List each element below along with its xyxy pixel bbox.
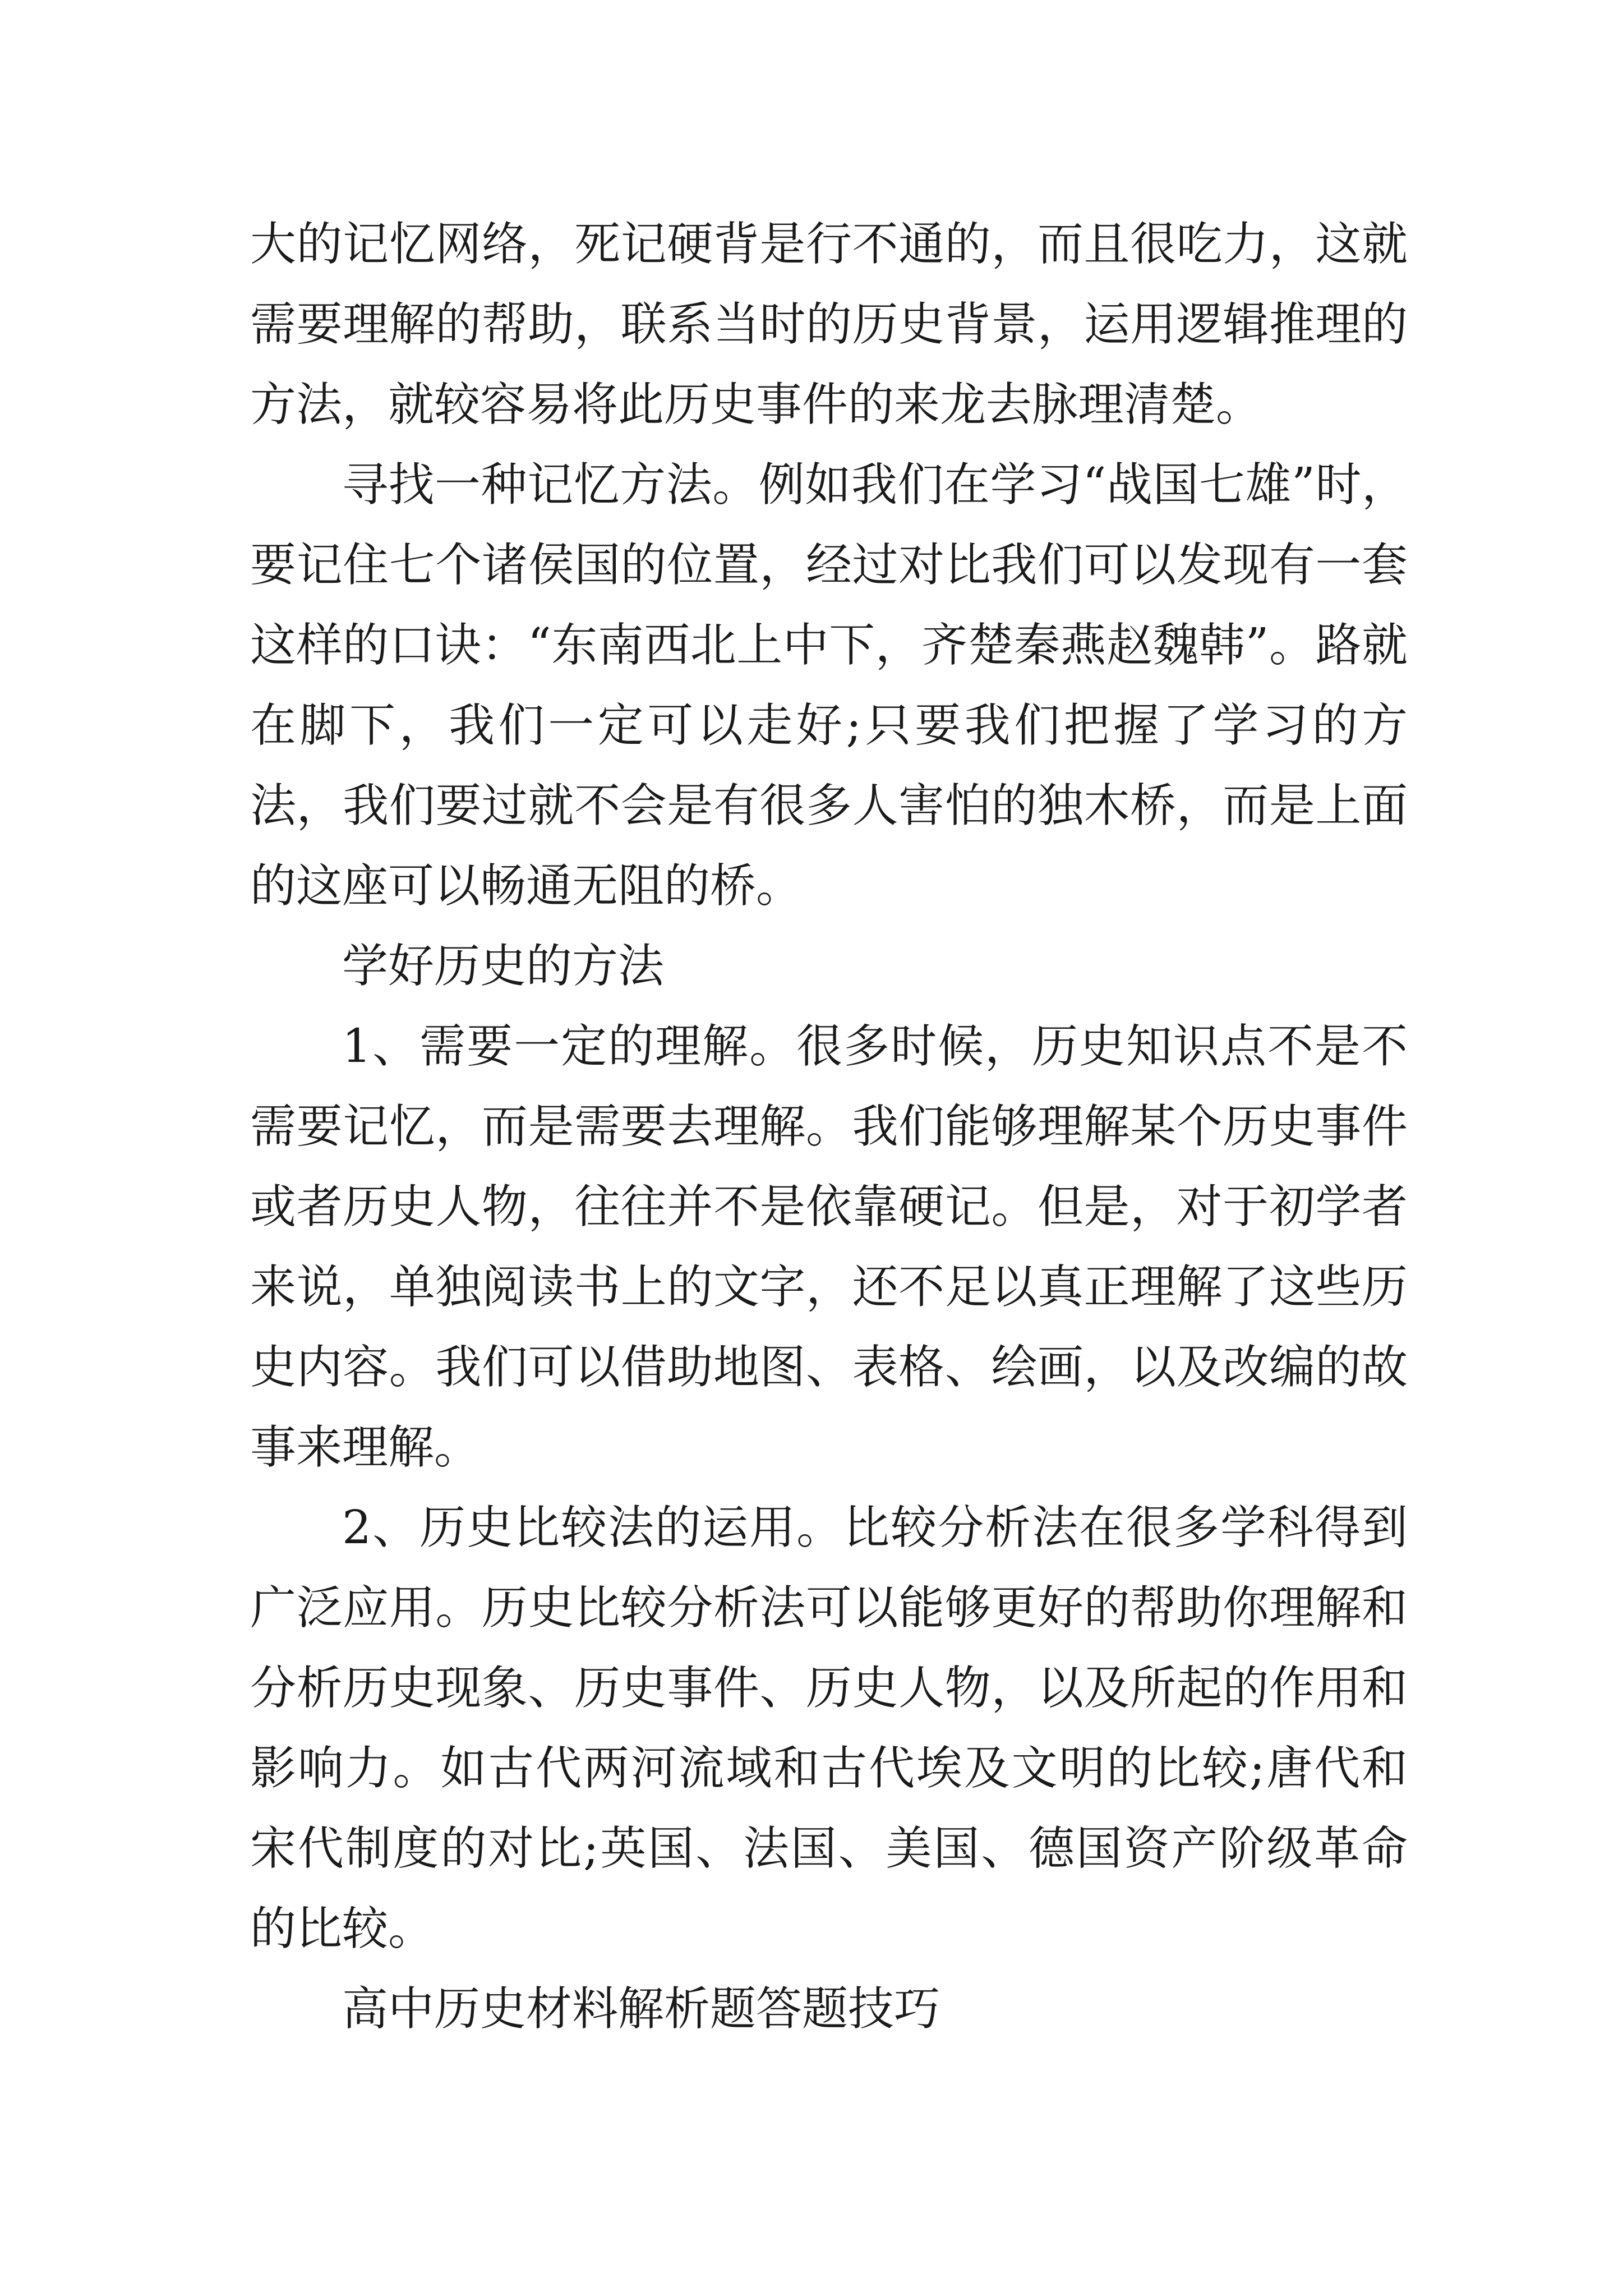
paragraph-memory-network: 大的记忆网络，死记硬背是行不通的，而且很吃力，这就需要理解的帮助，联系当时的历史背景，运用逻辑推理的方法，就较容易将此历史事件的来龙去脉理清楚。 xyxy=(250,218,1408,431)
paragraph-understanding: 1、需要一定的理解。很多时候，历史知识点不是不需要记忆，而是需要去理解。我们能够理解某个历史事件或者历史人物，往往并不是依靠硬记。但是，对于初学者来说，单独阅读书上的文字，还不足以真正理解了这些历史内容。我们可以借助地图、表格、绘画，以及改编的故事来理解。 xyxy=(250,1020,1408,1474)
paragraph-comparison-method: 2、历史比较法的运用。比较分析法在很多学科得到广泛应用。历史比较分析法可以能够更好的帮助你理解和分析历史现象、历史事件、历史人物，以及所起的作用和影响力。如古代两河流域和古代埃及文明的比较;唐代和宋代制度的对比;英国、法国、美国、德国资产阶级革命的比较。 xyxy=(250,1501,1408,1955)
document-body xyxy=(250,204,1408,2049)
section-heading-answer-tips: 高中历史材料解析题答题技巧 xyxy=(342,1982,940,2036)
paragraph-memory-method: 寻找一种记忆方法。例如我们在学习“战国七雄”时，要记住七个诸侯国的位置，经过对比我们可以发现有一套这样的口诀：“东南西北上中下，齐楚秦燕赵魏韩”。路就在脚下，我们一定可以走好;只要我们把握了学习的方法，我们要过就不会是有很多人害怕的独木桥，而是上面的这座可以畅通无阻的桥。 xyxy=(250,458,1408,913)
section-heading-study-methods: 学好历史的方法 xyxy=(342,940,665,993)
